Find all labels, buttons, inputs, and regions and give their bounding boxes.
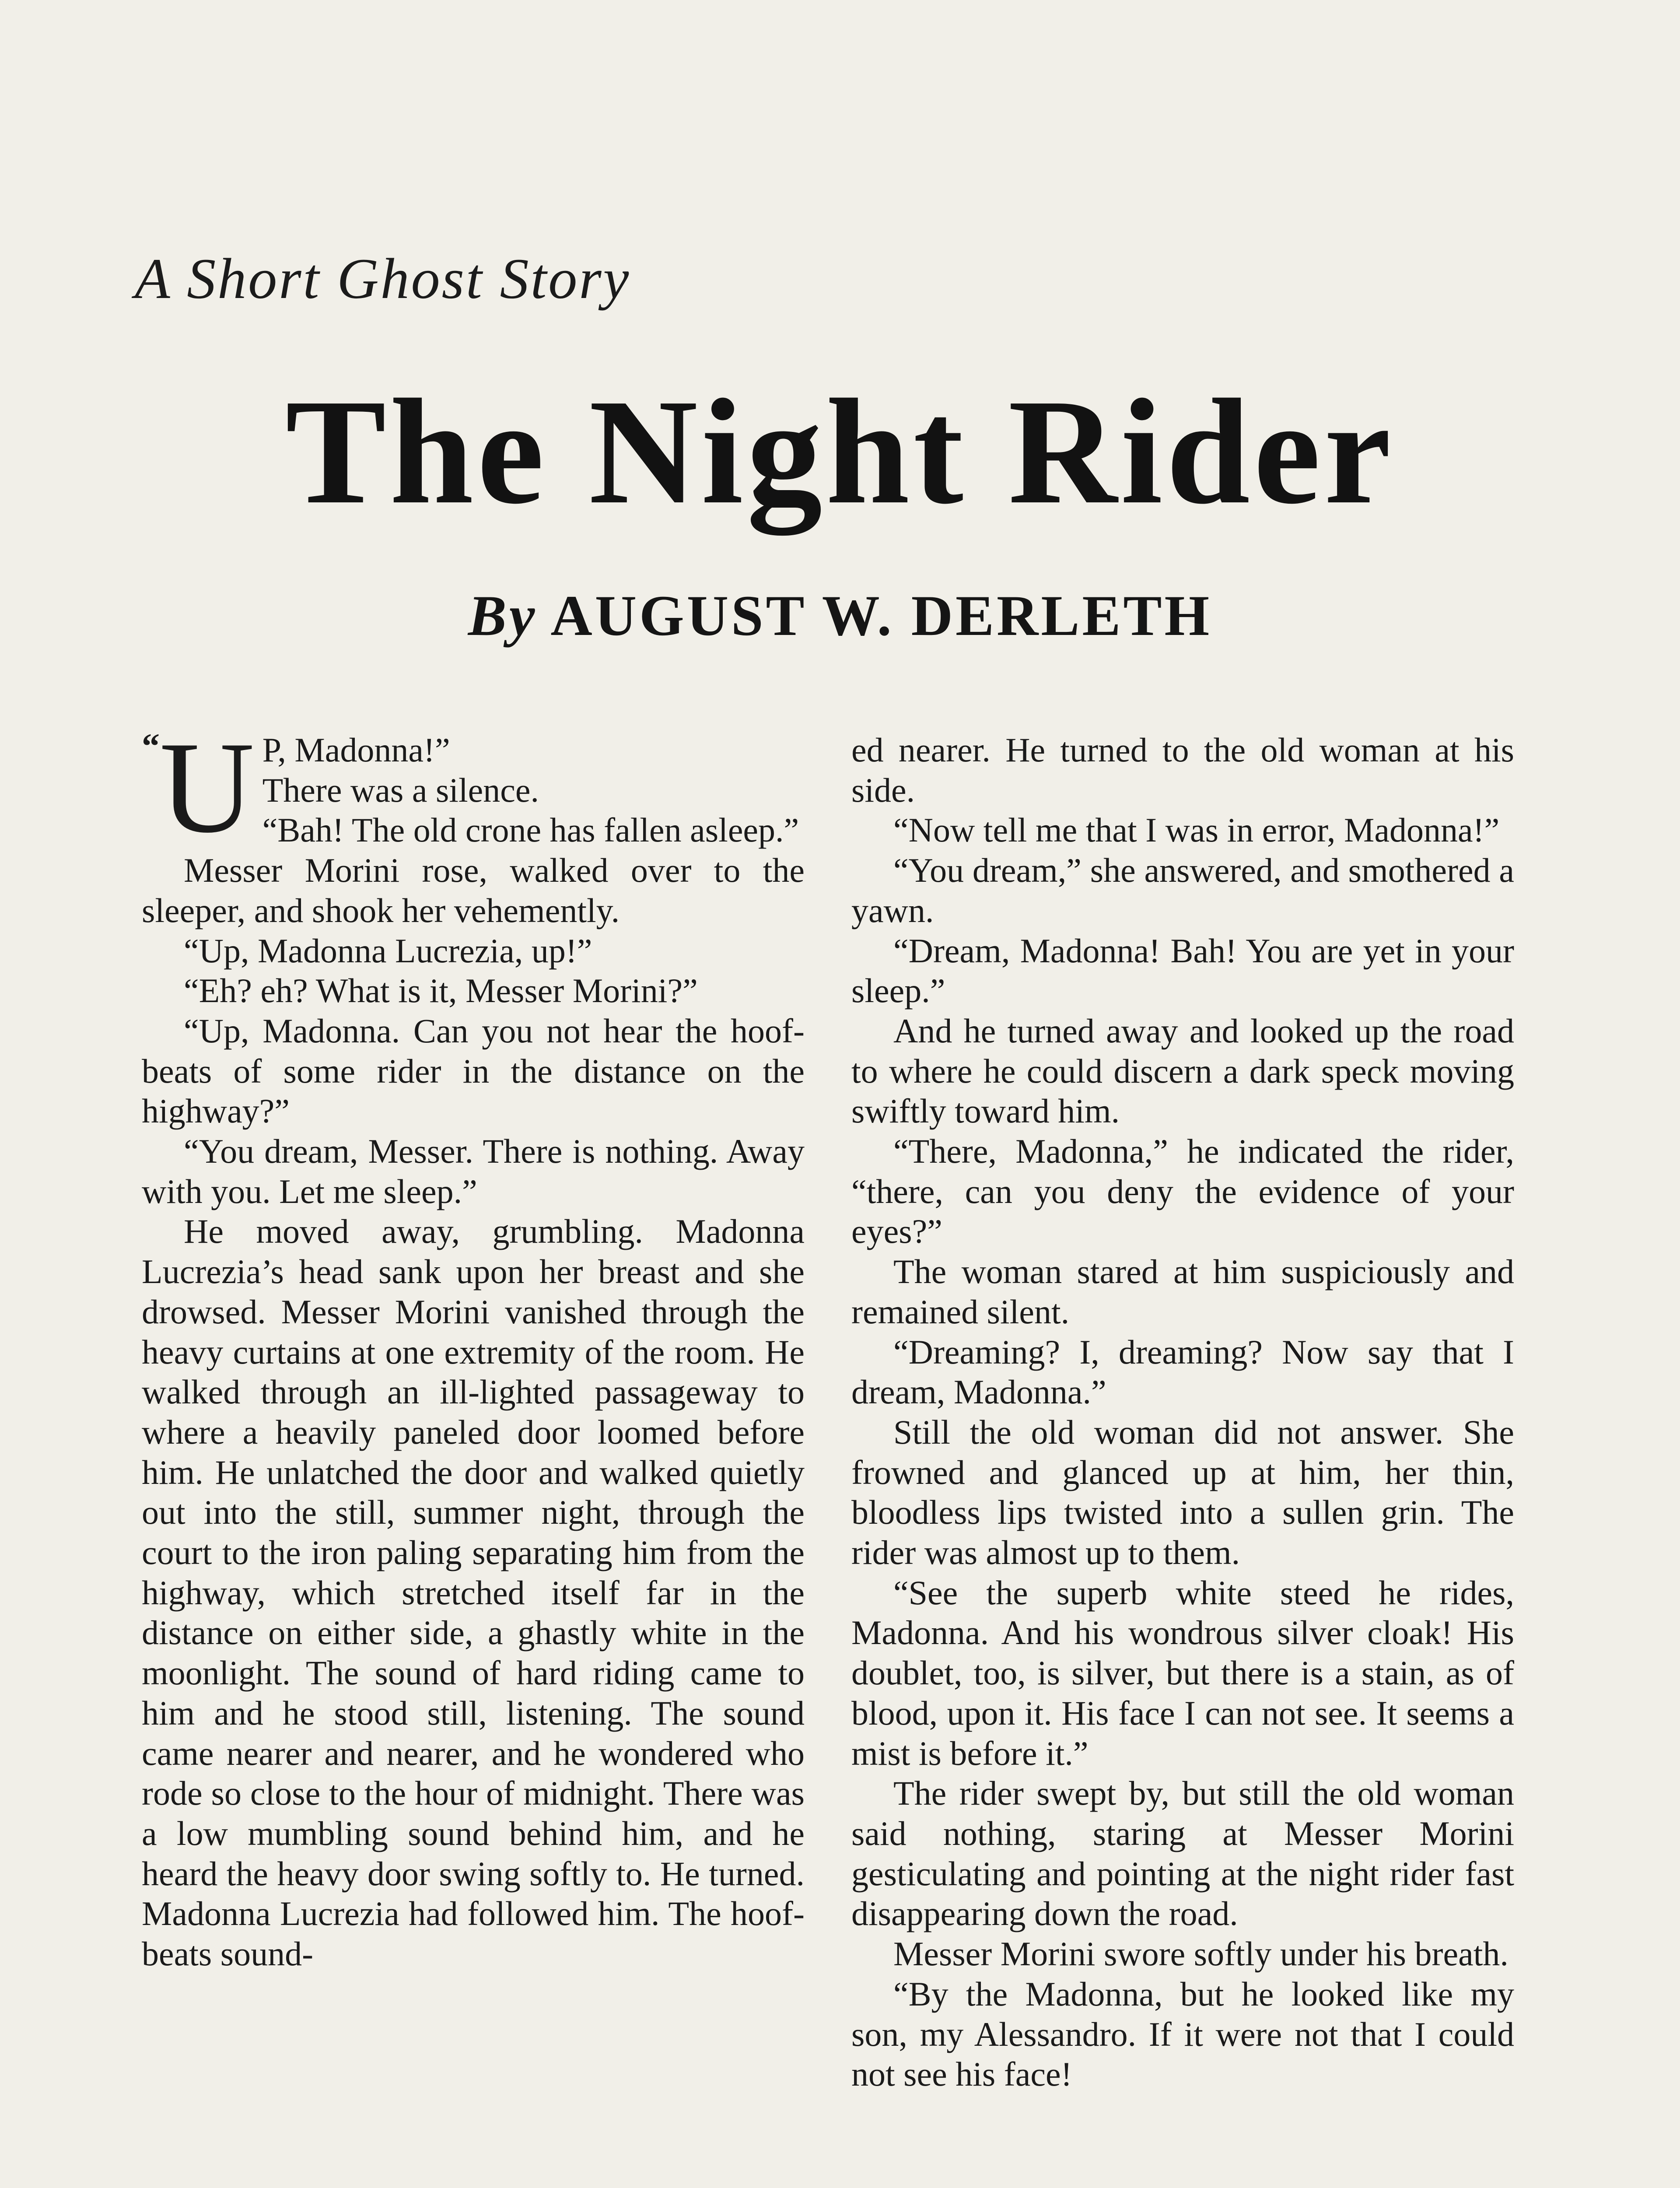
drop-cap-block (142, 715, 255, 860)
drop-cap-quote: “ (142, 726, 160, 766)
paragraph: “Now tell me that I was in error, Madonna!” (893, 811, 1500, 849)
paragraph: “There, Madonna,” he indicated the rider, “there, can you deny the evidence of your eyes?” (851, 1132, 1514, 1251)
byline (0, 582, 1680, 649)
text-column-right (851, 730, 1514, 2094)
paragraph: Messer Morini rose, walked over to the sleeper, and shook her vehemently. (142, 851, 805, 929)
paragraph: The woman stared at him suspiciously and remained silent. (851, 1252, 1514, 1331)
paragraph: “By the Madonna, but he looked like my son, my Alessandro. If it were not that I could not see his face! (851, 1974, 1514, 2093)
author-name: AUGUST W. DERLETH (550, 583, 1212, 648)
paragraph: Messer Morini swore softly under his breath. (893, 1935, 1508, 1973)
opening-paragraph (142, 715, 805, 860)
story-title: The Night Rider (285, 368, 1395, 535)
paragraph: The rider swept by, but still the old woman said nothing, staring at Messer Morini gesticulating and pointing at the night rider fast disappearing down the road. (851, 1774, 1514, 1933)
paragraph: “See the superb white steed he rides, Madonna. And his wondrous silver cloak! His doublet, too, is silver, but there is a stain, as of blood, upon it. His face I can not see. It seems a mist is before it.” (851, 1573, 1514, 1772)
paragraph: “Dreaming? I, dreaming? Now say that I dream, Madonna.” (851, 1332, 1514, 1411)
paragraph: “Up, Madonna. Can you not hear the hoof-beats of some rider in the distance on the highway?” (142, 1011, 805, 1130)
paragraph: Still the old woman did not answer. She frowned and glanced up at him, her thin, bloodless lips twisted into a sullen grin. The rider was almost up to them. (851, 1413, 1514, 1572)
paragraph: “You dream,” she answered, and smothered a yawn. (851, 851, 1514, 929)
paragraph: “You dream, Messer. There is nothing. Away with you. Let me sleep.” (142, 1132, 805, 1210)
paragraph: “Dream, Madonna! Bah! You are yet in your sleep.” (851, 931, 1514, 1010)
paragraph: P, Madonna!” (262, 731, 450, 769)
text-column-left (142, 715, 805, 1974)
paragraph: And he turned away and looked up the road to where he could discern a dark speck moving swiftly toward him. (851, 1011, 1514, 1130)
paragraph: He moved away, grumbling. Madonna Lucrezia’s head sank upon her breast and she drowsed. Messer Morini vanished through the heavy curtains at one extremity of the room. He walked through an ill-lighted passageway to where a heavily paneled door loomed before him. He unlatched the door and walked quietly out into the still, summer night, through the court to the iron paling separating him from the highway, which stretched itself far in the distance on either side, a ghastly white in the moonlight. The sound of hard riding came to him and he stood still, listening. The sound came nearer and nearer, and he wondered who rode so close to the hour of midnight. There was a low mumbling sound behind him, and he heard the heavy door swing softly to. He turned. Madonna Lucrezia had followed him. The hoof-beats sound- (142, 1212, 805, 1973)
byline-prefix: By (468, 583, 538, 648)
drop-cap-letter: U (160, 715, 255, 860)
story-kicker: A Short Ghost Story (135, 246, 631, 311)
paragraph: “Up, Madonna Lucrezia, up!” (184, 931, 592, 970)
paragraph: “Bah! The old crone has fallen asleep.” (262, 811, 799, 849)
paragraph-continuation: ed nearer. He turned to the old woman at his side. (851, 731, 1514, 809)
paragraph: There was a silence. (262, 771, 539, 809)
paragraph: “Eh? eh? What is it, Messer Morini?” (184, 971, 698, 1010)
